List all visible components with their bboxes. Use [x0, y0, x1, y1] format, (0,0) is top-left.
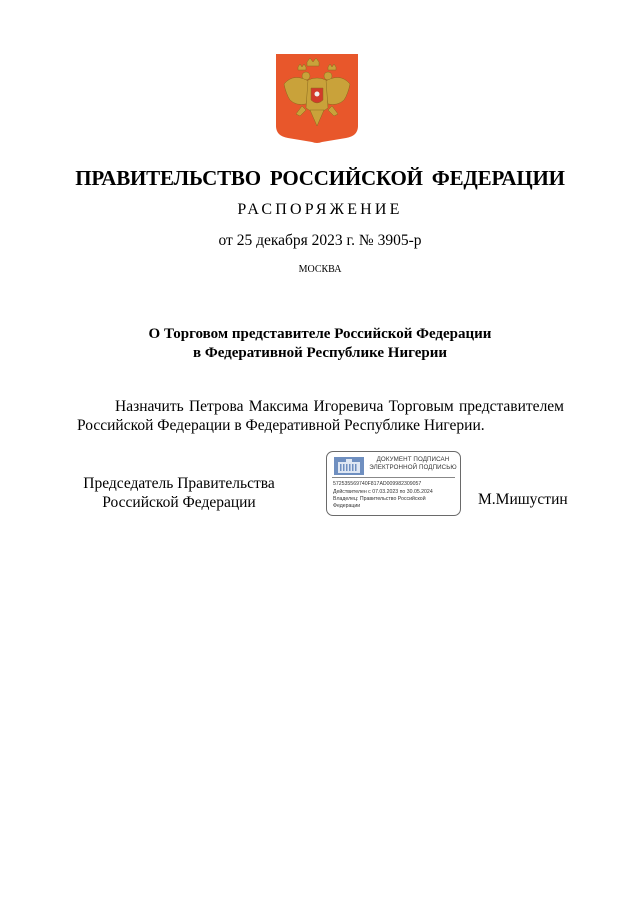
stamp-heading-line-2: ЭЛЕКТРОННОЙ ПОДПИСЬЮ: [369, 464, 457, 471]
stamp-heading: [367, 456, 459, 472]
coat-of-arms-icon: [276, 54, 358, 144]
signer-position-line-2: Российской Федерации: [102, 494, 256, 511]
signer-position: [64, 474, 294, 512]
document-date-number: от 25 декабря 2023 г. № 3905-р: [218, 232, 422, 249]
stamp-owner-line-1: Владелец: Правительство Российской: [333, 496, 426, 502]
stamp-owner-line-2: Федерации: [333, 503, 361, 509]
document-type: РАСПОРЯЖЕНИЕ: [237, 201, 403, 218]
government-title: ПРАВИТЕЛЬСТВО РОССИЙСКОЙ ФЕДЕРАЦИИ: [75, 166, 565, 190]
document-subject: [0, 325, 640, 363]
stamp-certificate-serial: 572535569740F817AD009982309057: [333, 481, 422, 487]
subject-line-1: О Торговом представителе Российской Федерации: [148, 326, 492, 342]
government-building-icon: [334, 457, 364, 475]
stamp-validity: Действителен с 07.03.2023 по 30.05.2024: [333, 489, 433, 495]
signer-name: М.Мишустин: [478, 491, 568, 508]
order-paragraph: Назначить Петрова Максима Игоревича Торговым представителем Российской Федерации в Федеративной Республике Нигерии.: [77, 398, 564, 434]
stamp-divider: [332, 477, 455, 478]
electronic-signature-stamp: [326, 451, 461, 516]
stamp-heading-line-1: ДОКУМЕНТ ПОДПИСАН: [376, 456, 450, 463]
document-city: МОСКВА: [298, 264, 342, 275]
signer-position-line-1: Председатель Правительства: [83, 475, 275, 492]
subject-line-2: в Федеративной Республике Нигерии: [192, 345, 448, 361]
